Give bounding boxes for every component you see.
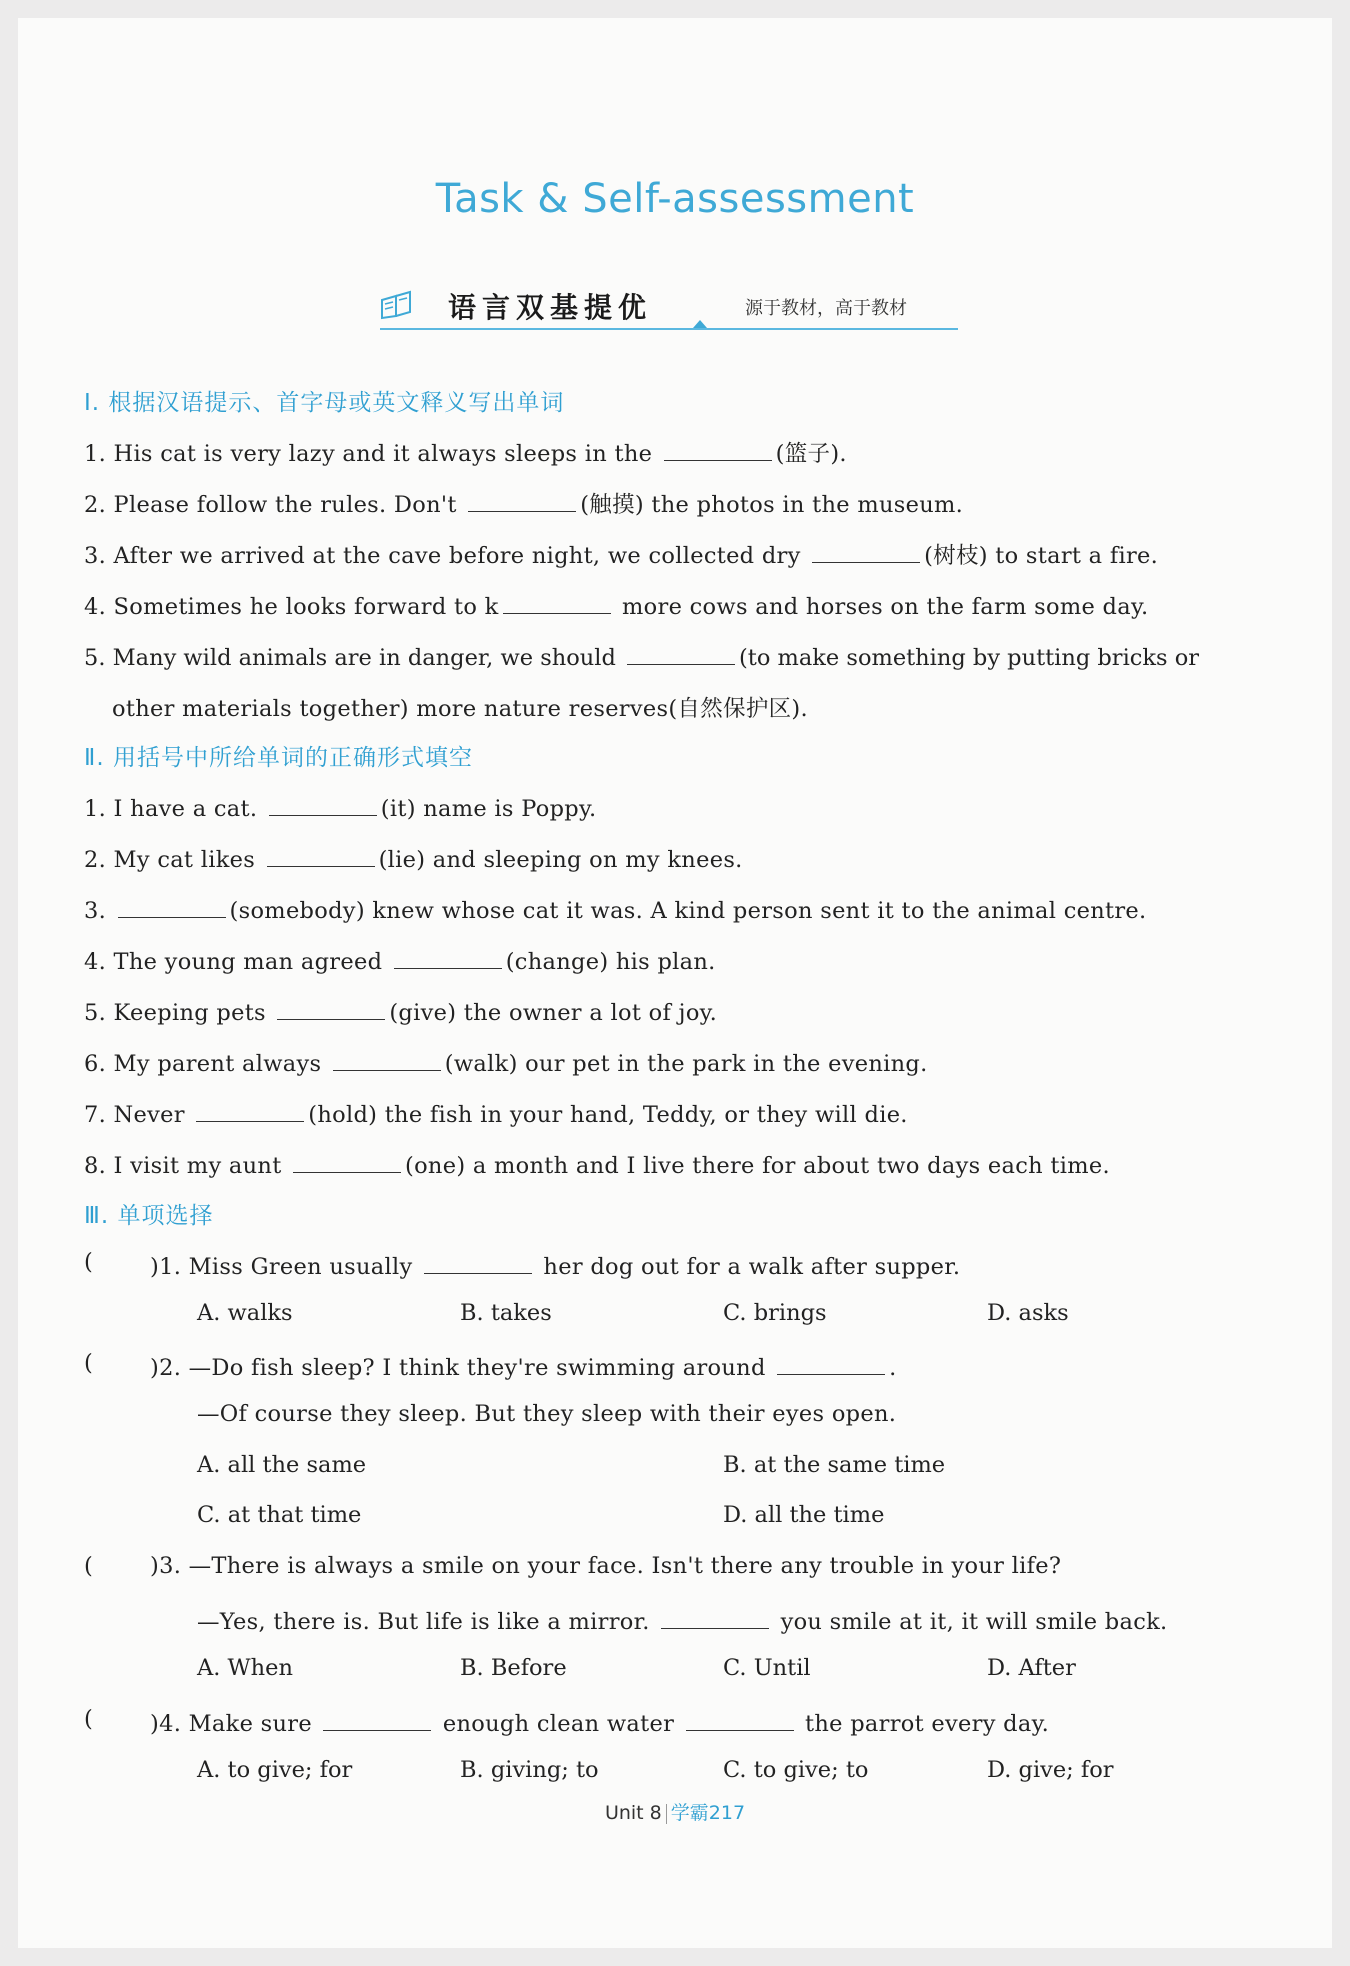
section-1-heading: Ⅰ. 根据汉语提示、首字母或英文释义写出单词 bbox=[84, 390, 565, 416]
q1-text: )1. Miss Green usually bbox=[150, 1254, 420, 1280]
q4-option-d[interactable]: D. give; for bbox=[987, 1757, 1114, 1783]
s2-item-7-text: 7. Never bbox=[84, 1102, 193, 1128]
s2-item-8-rest: (one) a month and I live there for about two days each time. bbox=[405, 1153, 1110, 1179]
page-footer bbox=[0, 1798, 1350, 1825]
q1-option-d[interactable]: D. asks bbox=[987, 1300, 1069, 1326]
s2-item-8 bbox=[84, 1148, 1110, 1179]
q4-stem bbox=[150, 1706, 1049, 1737]
q2-option-a[interactable]: A. all the same bbox=[197, 1452, 367, 1478]
q3-option-b[interactable]: B. Before bbox=[460, 1655, 567, 1681]
s1-item-4-hint: more cows and horses on the farm some day. bbox=[614, 594, 1149, 620]
q4-answer-paren[interactable]: ( bbox=[84, 1706, 93, 1732]
answer-blank[interactable] bbox=[424, 1249, 532, 1274]
s1-item-2-hint: (触摸) the photos in the museum. bbox=[580, 492, 964, 518]
s1-item-2-text: 2. Please follow the rules. Don't bbox=[84, 492, 465, 518]
q3-line-2 bbox=[197, 1604, 1168, 1635]
s1-item-2 bbox=[84, 487, 963, 519]
footer-divider bbox=[666, 1804, 667, 1824]
q2-option-d[interactable]: D. all the time bbox=[723, 1502, 885, 1528]
q2-stem bbox=[150, 1350, 897, 1381]
answer-blank[interactable] bbox=[267, 842, 375, 867]
q1-option-c[interactable]: C. brings bbox=[723, 1300, 827, 1326]
q2-line-2: —Of course they sleep. But they sleep with their eyes open. bbox=[197, 1401, 897, 1427]
s1-item-5-cont: other materials together) more nature reserves(自然保护区). bbox=[112, 696, 808, 722]
banner-marker bbox=[693, 320, 707, 328]
footer-brand: 学霸 bbox=[670, 1802, 709, 1824]
q3-option-a[interactable]: A. When bbox=[197, 1655, 293, 1681]
answer-blank[interactable] bbox=[394, 944, 502, 969]
q3-stem: )3. —There is always a smile on your face. Isn't there any trouble in your life? bbox=[150, 1553, 1062, 1579]
section-2-heading: Ⅱ. 用括号中所给单词的正确形式填空 bbox=[84, 745, 473, 771]
answer-blank[interactable] bbox=[777, 1350, 885, 1375]
s2-item-6-rest: (walk) our pet in the park in the evening. bbox=[444, 1051, 928, 1077]
s2-item-4-rest: (change) his plan. bbox=[505, 949, 716, 975]
q3-option-d[interactable]: D. After bbox=[987, 1655, 1076, 1681]
s1-item-4-text: 4. Sometimes he looks forward to k bbox=[84, 594, 499, 620]
s2-item-5-rest: (give) the owner a lot of joy. bbox=[389, 1000, 718, 1026]
banner-underline bbox=[380, 328, 958, 330]
q2-answer-paren[interactable]: ( bbox=[84, 1350, 93, 1376]
answer-blank[interactable] bbox=[664, 436, 772, 461]
answer-blank[interactable] bbox=[293, 1148, 401, 1173]
s2-item-7-rest: (hold) the fish in your hand, Teddy, or they will die. bbox=[308, 1102, 908, 1128]
banner-subtitle: 源于教材，高于教材 bbox=[745, 298, 907, 319]
q1-rest: her dog out for a walk after supper. bbox=[535, 1254, 961, 1280]
s1-item-1-hint: (篮子). bbox=[775, 441, 847, 467]
q4-rest: the parrot every day. bbox=[797, 1711, 1050, 1737]
s2-item-4 bbox=[84, 944, 716, 975]
s2-item-3 bbox=[84, 893, 1146, 924]
q4-option-a[interactable]: A. to give; for bbox=[197, 1757, 353, 1783]
s2-item-2-text: 2. My cat likes bbox=[84, 847, 263, 873]
s1-item-5-hint: (to make something by putting bricks or bbox=[739, 645, 1199, 671]
q4-option-c[interactable]: C. to give; to bbox=[723, 1757, 869, 1783]
answer-blank[interactable] bbox=[503, 589, 611, 614]
s1-item-3-text: 3. After we arrived at the cave before night, we collected dry bbox=[84, 543, 809, 569]
q1-option-a[interactable]: A. walks bbox=[197, 1300, 293, 1326]
answer-blank[interactable] bbox=[323, 1706, 431, 1731]
page-title: Task & Self-assessment bbox=[435, 176, 915, 222]
q4-option-b[interactable]: B. giving; to bbox=[460, 1757, 599, 1783]
section-3-heading: Ⅲ. 单项选择 bbox=[84, 1203, 214, 1229]
s1-item-4 bbox=[84, 589, 1148, 620]
s2-item-1 bbox=[84, 791, 597, 822]
answer-blank[interactable] bbox=[196, 1097, 304, 1122]
s2-item-1-rest: (it) name is Poppy. bbox=[380, 796, 597, 822]
q2-rest: . bbox=[889, 1355, 897, 1381]
s2-item-8-text: 8. I visit my aunt bbox=[84, 1153, 289, 1179]
s2-item-1-text: 1. I have a cat. bbox=[84, 796, 265, 822]
q4-mid: enough clean water bbox=[435, 1711, 682, 1737]
answer-blank[interactable] bbox=[686, 1706, 794, 1731]
answer-blank[interactable] bbox=[661, 1604, 769, 1629]
answer-blank[interactable] bbox=[627, 640, 735, 665]
book-icon bbox=[380, 290, 414, 320]
answer-blank[interactable] bbox=[333, 1046, 441, 1071]
s2-item-3-text: 3. bbox=[84, 898, 114, 924]
q1-stem bbox=[150, 1249, 960, 1280]
s2-item-6 bbox=[84, 1046, 928, 1077]
q2-option-b[interactable]: B. at the same time bbox=[723, 1452, 946, 1478]
s2-item-5-text: 5. Keeping pets bbox=[84, 1000, 274, 1026]
q3-text: —Yes, there is. But life is like a mirror. bbox=[197, 1609, 658, 1635]
banner-title: 语言双基提优 bbox=[448, 291, 653, 324]
s1-item-1 bbox=[84, 436, 847, 468]
s2-item-2-rest: (lie) and sleeping on my knees. bbox=[378, 847, 743, 873]
answer-blank[interactable] bbox=[277, 995, 385, 1020]
s2-item-2 bbox=[84, 842, 743, 873]
answer-blank[interactable] bbox=[812, 538, 920, 563]
q1-option-b[interactable]: B. takes bbox=[460, 1300, 552, 1326]
s1-item-1-text: 1. His cat is very lazy and it always sleeps in the bbox=[84, 441, 660, 467]
s2-item-6-text: 6. My parent always bbox=[84, 1051, 329, 1077]
s1-item-3 bbox=[84, 538, 1158, 570]
q2-text: )2. —Do fish sleep? I think they're swimming around bbox=[150, 1355, 774, 1381]
s2-item-3-rest: (somebody) knew whose cat it was. A kind person sent it to the animal centre. bbox=[229, 898, 1147, 924]
q3-option-c[interactable]: C. Until bbox=[723, 1655, 811, 1681]
s2-item-5 bbox=[84, 995, 717, 1026]
answer-blank[interactable] bbox=[468, 487, 576, 512]
q3-answer-paren[interactable]: ( bbox=[84, 1553, 93, 1579]
s1-item-3-hint: (树枝) to start a fire. bbox=[924, 543, 1159, 569]
section-banner bbox=[380, 284, 958, 330]
q4-text: )4. Make sure bbox=[150, 1711, 320, 1737]
s1-item-5-text: 5. Many wild animals are in danger, we should bbox=[84, 645, 624, 671]
q3-rest: you smile at it, it will smile back. bbox=[773, 1609, 1168, 1635]
page-number: 217 bbox=[708, 1802, 746, 1824]
footer-unit: Unit 8 bbox=[604, 1802, 662, 1824]
s2-item-4-text: 4. The young man agreed bbox=[84, 949, 390, 975]
q1-answer-paren[interactable]: ( bbox=[84, 1249, 93, 1275]
answer-blank[interactable] bbox=[269, 791, 377, 816]
answer-blank[interactable] bbox=[118, 893, 226, 918]
s1-item-5 bbox=[84, 640, 1199, 671]
s2-item-7 bbox=[84, 1097, 908, 1128]
q2-option-c[interactable]: C. at that time bbox=[197, 1502, 362, 1528]
